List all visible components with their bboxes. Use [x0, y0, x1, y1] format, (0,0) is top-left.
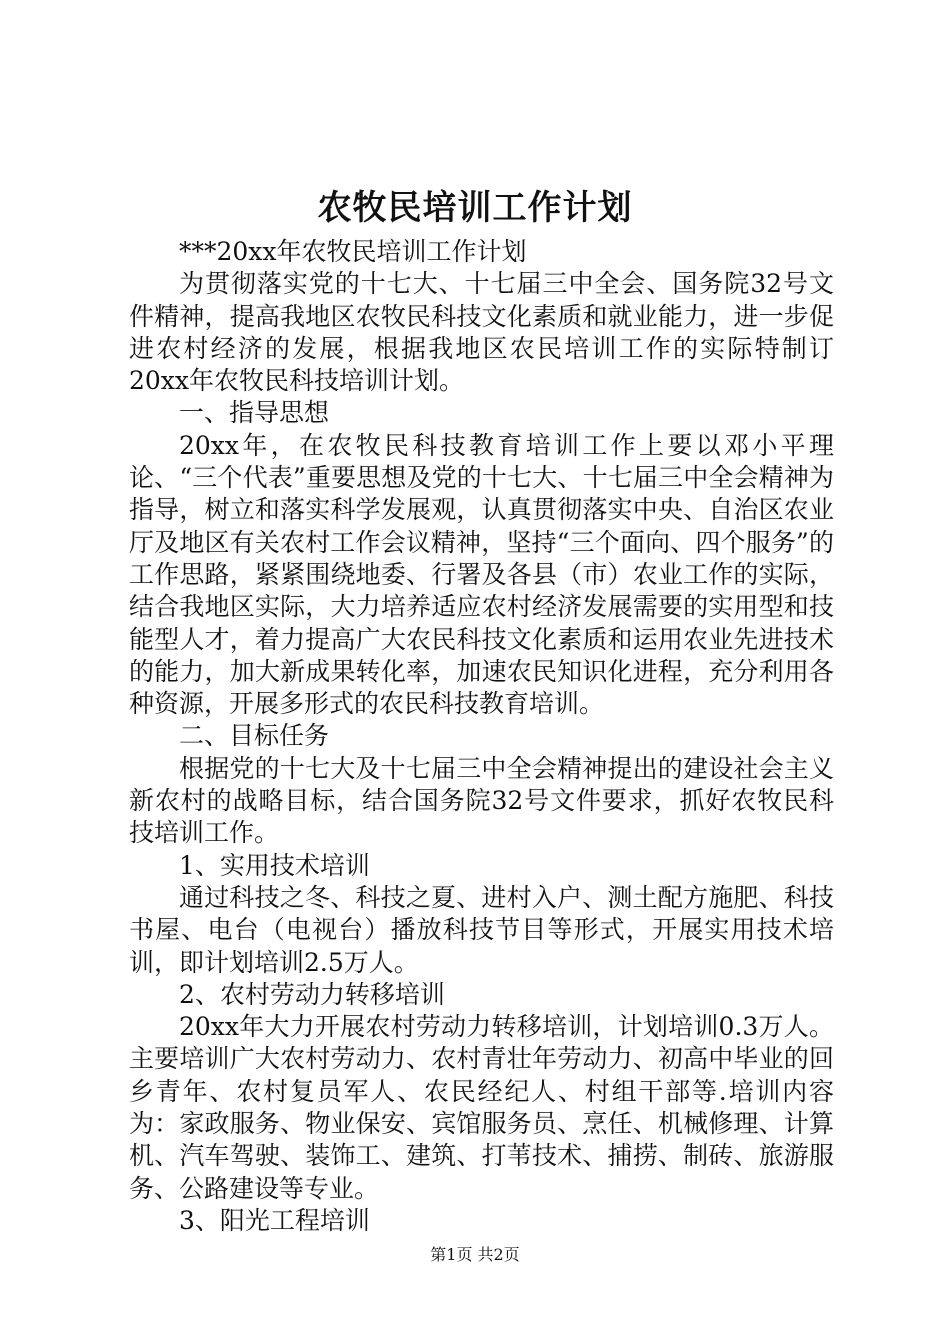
practical-training-paragraph: 通过科技之冬、科技之夏、进村入户、测土配方施肥、科技书屋、电台（电视台）播放科技节目等形式，开展实用技术培训，即计划培训2.5万人。 [129, 882, 834, 977]
section-heading-goals: 二、目标任务 [179, 721, 330, 751]
subtitle-paragraph: ***20xx年农牧民培训工作计划 [179, 237, 527, 266]
intro-paragraph: 为贯彻落实党的十七大、十七届三中全会、国务院32号文件精神，提高我地区农牧民科技文化素质和就业能力，进一步促进农村经济的发展，根据我地区农民培训工作的实际特制订20xx年农牧民科技培训计划。 [129, 269, 834, 396]
guiding-ideology-paragraph: 20xx年，在农牧民科技教育培训工作上要以邓小平理论、“三个代表”重要思想及党的十七大、十七届三中全会精神为指导，树立和落实科学发展观，认真贯彻落实中央、自治区农业厅及地区有关农村工作会议精神，坚持“三个面向、四个服务”的工作思路，紧紧围绕地委、行署及各县（市）农业工作的实际，结合我地区实际，大力培养适应农村经济发展需要的实用型和技能型人才，着力提高广大农民科技文化素质和运用农业先进技术的能力，加大新成果转化率，加速农民知识化进程，充分利用各种资源，开展多形式的农民科技教育培训。 [129, 430, 834, 719]
section-heading-guiding-ideology: 一、指导思想 [179, 398, 330, 428]
page-footer: 第1页 共2页 [430, 1245, 520, 1264]
document-body [129, 236, 834, 1237]
subsection-heading-practical-training: 1、实用技术培训 [179, 850, 370, 880]
document-title: 农牧民培训工作计划 [317, 188, 633, 228]
goals-paragraph: 根据党的十七大及十七届三中全会精神提出的建设社会主义新农村的战略目标，结合国务院32号文件要求，抓好农牧民科技培训工作。 [129, 753, 834, 848]
subsection-heading-sunshine-project: 3、阳光工程培训 [179, 1205, 370, 1235]
subsection-heading-labor-transfer: 2、农村劳动力转移培训 [179, 979, 445, 1009]
labor-transfer-paragraph: 20xx年大力开展农村劳动力转移培训，计划培训0.3万人。主要培训广大农村劳动力、农村青壮年劳动力、初高中毕业的回乡青年、农村复员军人、农民经纪人、村组干部等.培训内容为：家政服务、物业保安、宾馆服务员、烹任、机械修理、计算机、汽车驾驶、装饰工、建筑、打苇技术、捕捞、制砖、旅游服务、公路建设等专业。 [129, 1012, 834, 1203]
